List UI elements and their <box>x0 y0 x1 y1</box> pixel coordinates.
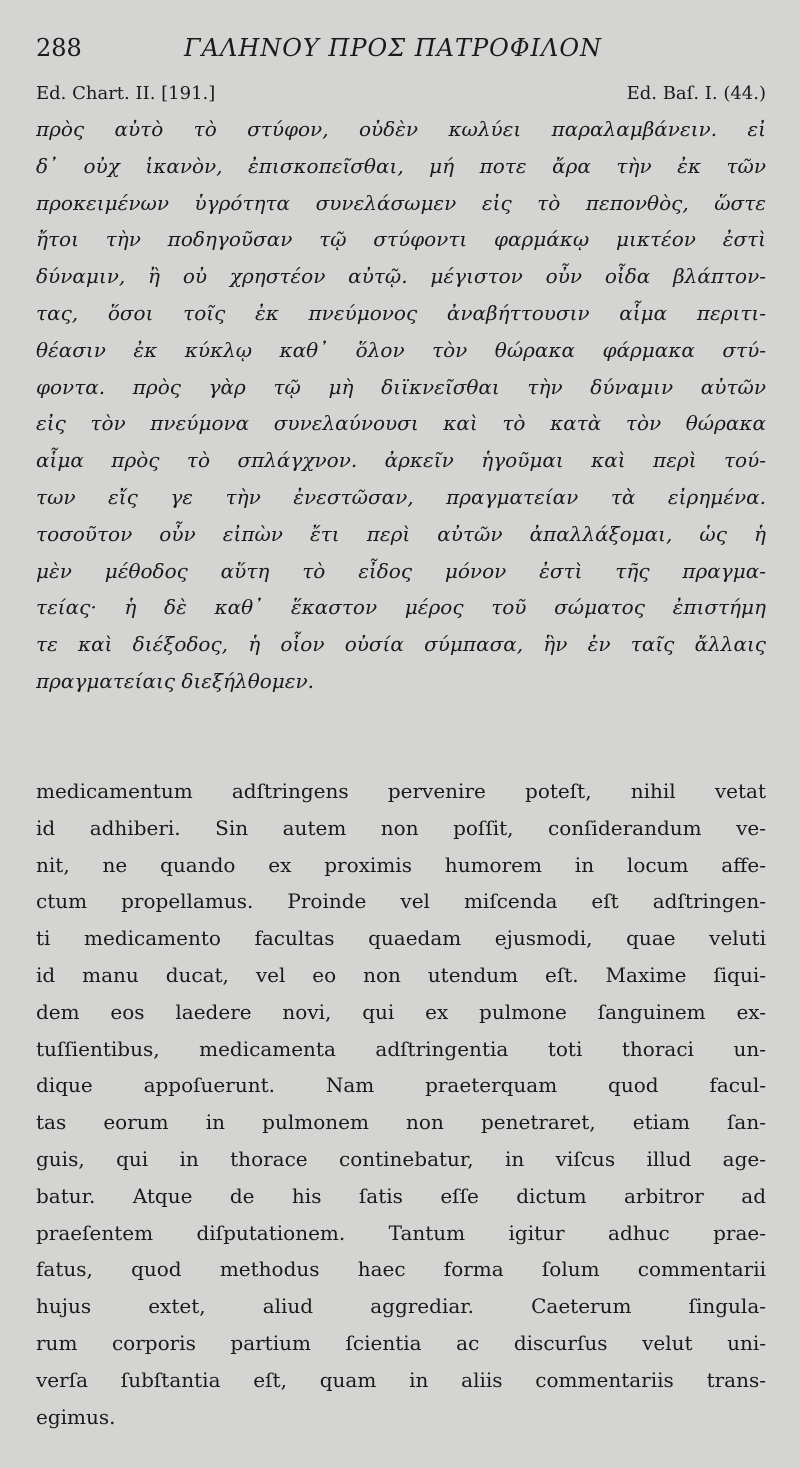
latin-line: dique appoſuerunt. Nam praeterquam quod facul- <box>36 1073 766 1098</box>
greek-line: πραγματείαις διεξήλθομεν. <box>36 668 315 693</box>
greek-line: ἤτοι τὴν ποδηγοῦσαν τῷ στύφοντι φαρμάκῳ μικτέον ἐστὶ <box>36 227 766 252</box>
greek-line: φοντα. πρὸς γὰρ τῷ μὴ διϊκνεῖσθαι τὴν δύναμιν αὐτῶν <box>36 374 766 399</box>
latin-line: rum corporis partium ſcientia ac discurſus velut uni- <box>36 1330 766 1355</box>
latin-line: nit, ne quando ex proximis humorem in locum affe- <box>36 852 766 877</box>
latin-line: ti medicamento facultas quaedam ejusmodi, quae veluti <box>36 926 766 951</box>
greek-line: μὲν μέθοδος αὕτη τὸ εἶδος μόνον ἐστὶ τῆς πραγμα- <box>36 558 766 583</box>
latin-line: id manu ducat, vel eo non utendum eſt. Maxime ſiqui- <box>36 962 766 987</box>
greek-line: προκειμένων ὑγρότητα συνελάσωμεν εἰς τὸ πεπονθὸς, ὥστε <box>36 190 766 215</box>
latin-line: ctum propellamus. Proinde vel miſcenda eſt adſtringen- <box>36 889 766 914</box>
greek-line: τοσοῦτον οὖν εἰπὼν ἔτι περὶ αὐτῶν ἀπαλλάξομαι, ὡς ἡ <box>36 521 766 546</box>
greek-line: τείας· ἡ δὲ καθ᾽ ἕκαστον μέρος τοῦ σώματος ἐπιστήμη <box>36 595 766 620</box>
edition-references <box>36 80 766 108</box>
latin-line: guis, qui in thorace continebatur, in viſcus illud age- <box>36 1146 766 1171</box>
latin-line: hujus extet, aliud aggrediar. Caeterum ſingula- <box>36 1294 766 1319</box>
edition-ref-right: Ed. Baſ. I. (44.) <box>626 83 766 104</box>
latin-line: batur. Atque de his ſatis eſſe dictum arbitror ad <box>36 1183 766 1208</box>
latin-line: verſa ſubſtantia eſt, quam in aliis commentariis trans- <box>36 1367 766 1392</box>
page-number: 288 <box>36 34 82 62</box>
greek-line: των εἴς γε τὴν ἐνεστῶσαν, πραγματείαν τὰ εἰρημένα. <box>36 484 766 509</box>
greek-line: πρὸς αὐτὸ τὸ στύφον, οὐδὲν κωλύει παραλαμβάνειν. εἰ <box>36 117 766 141</box>
greek-line: δ᾽ οὐχ ἱκανὸν, ἐπισκοπεῖσθαι, μή ποτε ἄρα τὴν ἐκ τῶν <box>36 153 766 178</box>
edition-ref-left: Ed. Chart. II. [191.] <box>36 83 216 104</box>
latin-line: egimus. <box>36 1404 116 1429</box>
latin-line: medicamentum adſtringens pervenire poteſt, nihil vetat <box>36 779 766 803</box>
greek-line: τε καὶ διέξοδος, ἡ οἷον οὐσία σύμπασα, ἣν ἐν ταῖς ἄλλαις <box>36 632 766 657</box>
latin-line: tuſſientibus, medicamenta adſtringentia toti thoraci un- <box>36 1036 766 1061</box>
greek-line: τας, ὅσοι τοῖς ἐκ πνεύμονος ἀναβήττουσιν αἷμα περιτι- <box>36 300 766 325</box>
greek-line: εἰς τὸν πνεύμονα συνελαύνουσι καὶ τὸ κατὰ τὸν θώρακα <box>36 411 766 436</box>
latin-text-block <box>36 773 766 1435</box>
greek-line: αἷμα πρὸς τὸ σπλάγχνον. ἀρκεῖν ἡγοῦμαι καὶ περὶ τού- <box>36 448 766 473</box>
running-title: ΓΑΛΗΝΟΥ ΠΡΟΣ ΠΑΤΡΟΦΙΛΟΝ <box>184 34 603 62</box>
greek-text-block <box>36 111 766 700</box>
latin-line: praeſentem diſputationem. Tantum igitur adhuc prae- <box>36 1220 766 1245</box>
page-header <box>36 32 646 72</box>
latin-line: tas eorum in pulmonem non penetraret, etiam ſan- <box>36 1110 766 1135</box>
greek-line: θέασιν ἐκ κύκλῳ καθ᾽ ὅλον τὸν θώρακα φάρμακα στύ- <box>36 337 766 362</box>
greek-line: δύναμιν, ἢ οὐ χρηστέον αὐτῷ. μέγιστον οὖν οἶδα βλάπτον- <box>36 264 766 289</box>
latin-line: id adhiberi. Sin autem non poſſit, conſiderandum ve- <box>36 815 766 840</box>
latin-line: fatus, quod methodus haec forma ſolum commentarii <box>36 1257 766 1282</box>
latin-line: dem eos laedere novi, qui ex pulmone ſanguinem ex- <box>36 999 766 1024</box>
